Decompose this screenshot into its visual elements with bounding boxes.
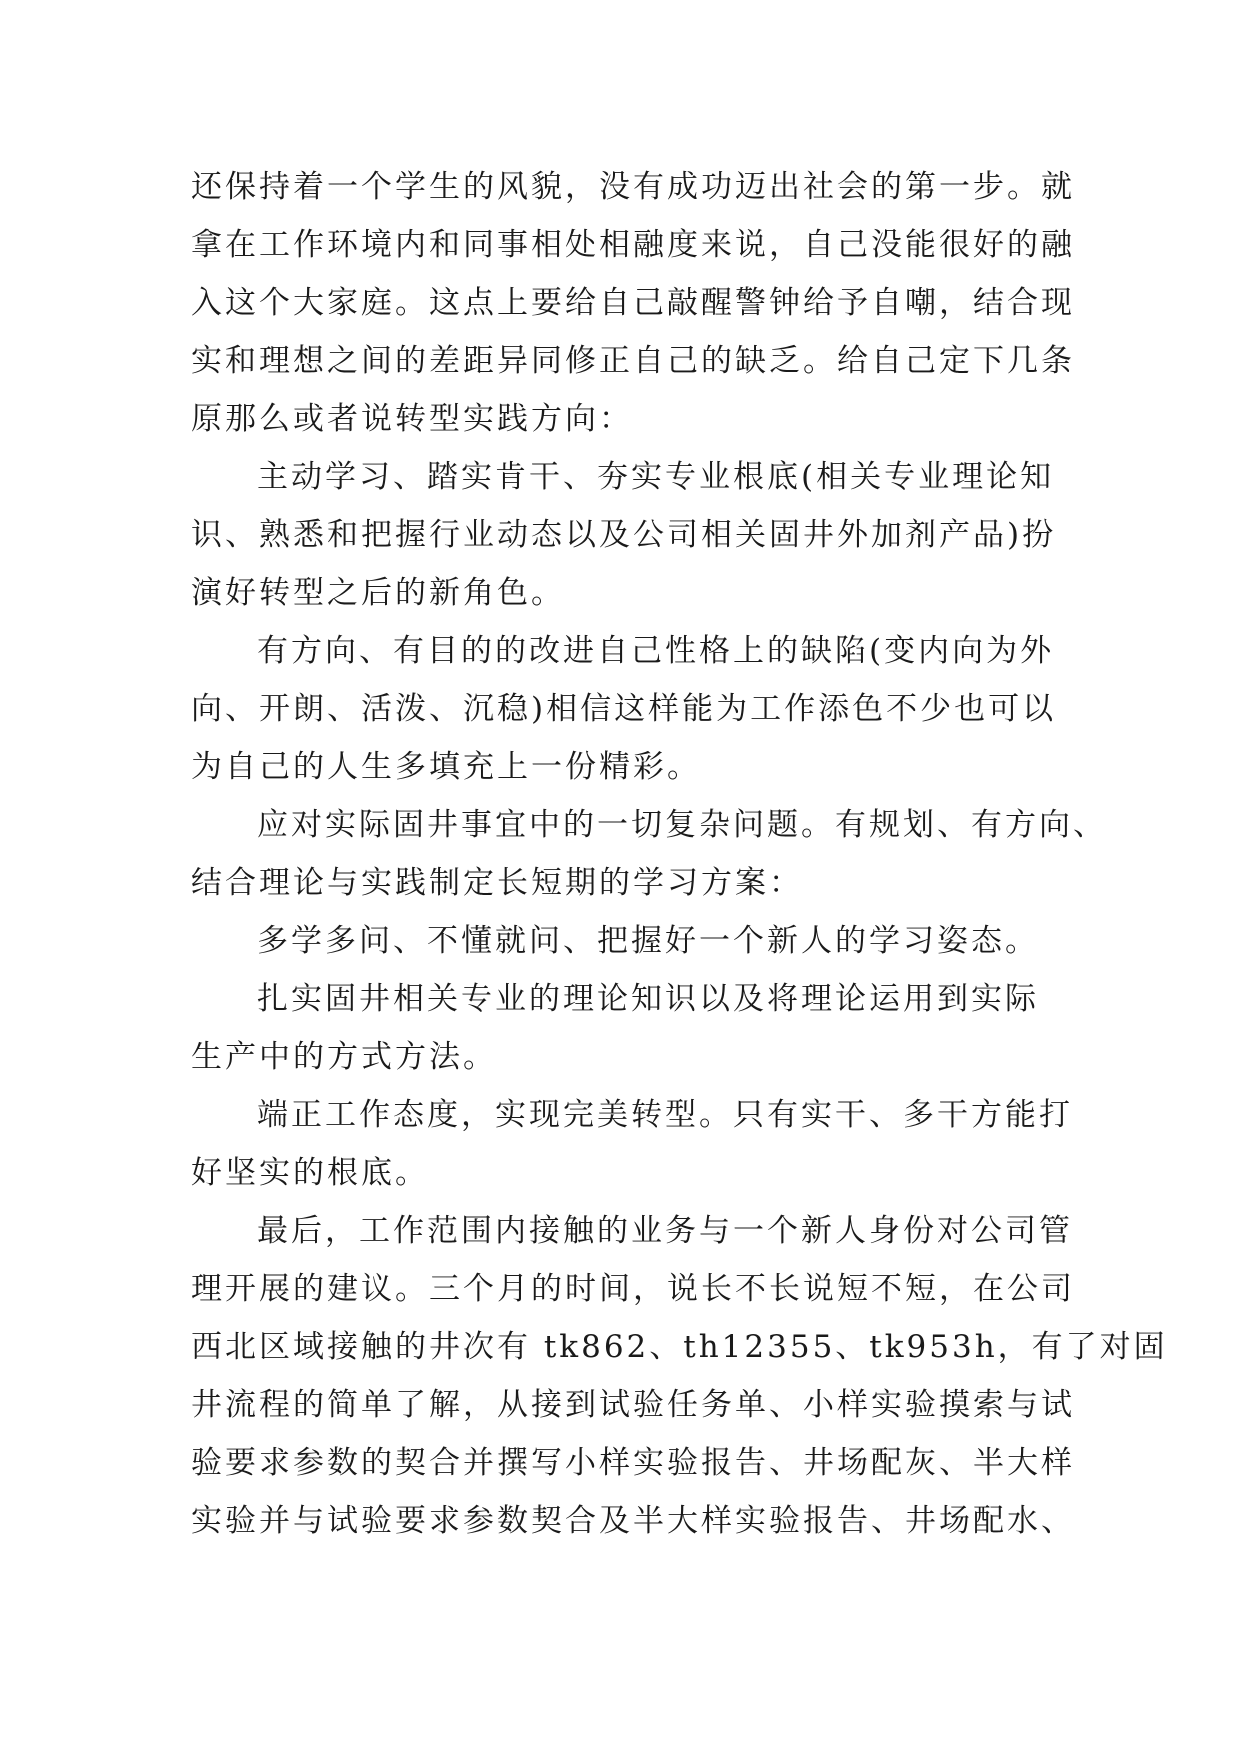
text-line: 好坚实的根底。 — [191, 1155, 429, 1191]
text-line: 原那么或者说转型实践方向： — [191, 401, 633, 437]
paragraph-start-line: 主动学习、踏实肯干、夯实专业根底(相关专业理论知 — [257, 459, 1055, 495]
text-line: 理开展的建议。三个月的时间，说长不长说短不短，在公司 — [191, 1271, 1075, 1307]
paragraph-start-line: 应对实际固井事宜中的一切复杂问题。有规划、有方向、 — [257, 807, 1107, 843]
text-line: 为自己的人生多填充上一份精彩。 — [191, 749, 701, 785]
text-line: 演好转型之后的新角色。 — [191, 575, 565, 611]
paragraph-start-line: 端正工作态度，实现完美转型。只有实干、多干方能打 — [257, 1097, 1073, 1133]
text-line: 拿在工作环境内和同事相处相融度来说，自己没能很好的融 — [191, 227, 1075, 263]
text-line: 入这个大家庭。这点上要给自己敲醒警钟给予自嘲，结合现 — [191, 285, 1075, 321]
paragraph-start-line: 最后，工作范围内接触的业务与一个新人身份对公司管 — [257, 1213, 1073, 1249]
text-line: 识、熟悉和把握行业动态以及公司相关固井外加剂产品)扮 — [191, 517, 1057, 553]
text-line: 实验并与试验要求参数契合及半大样实验报告、井场配水、 — [191, 1503, 1075, 1539]
text-line: 井流程的简单了解，从接到试验任务单、小样实验摸索与试 — [191, 1387, 1075, 1423]
paragraph-start-line: 扎实固井相关专业的理论知识以及将理论运用到实际 — [257, 981, 1039, 1017]
text-line: 生产中的方式方法。 — [191, 1039, 497, 1075]
text-line: 结合理论与实践制定长短期的学习方案： — [191, 865, 803, 901]
paragraph-start-line: 有方向、有目的的改进自己性格上的缺陷(变内向为外 — [257, 633, 1055, 669]
text-line: 西北区域接触的井次有 tk862、th12355、tk953h，有了对固 — [191, 1329, 1168, 1365]
body-text — [191, 158, 1168, 1550]
text-line: 还保持着一个学生的风貌，没有成功迈出社会的第一步。就 — [191, 169, 1075, 205]
paragraph-start-line: 多学多问、不懂就问、把握好一个新人的学习姿态。 — [257, 923, 1039, 959]
text-line: 向、开朗、活泼、沉稳)相信这样能为工作添色不少也可以 — [191, 691, 1057, 727]
text-line: 实和理想之间的差距异同修正自己的缺乏。给自己定下几条 — [191, 343, 1075, 379]
text-line: 验要求参数的契合并撰写小样实验报告、井场配灰、半大样 — [191, 1445, 1075, 1481]
